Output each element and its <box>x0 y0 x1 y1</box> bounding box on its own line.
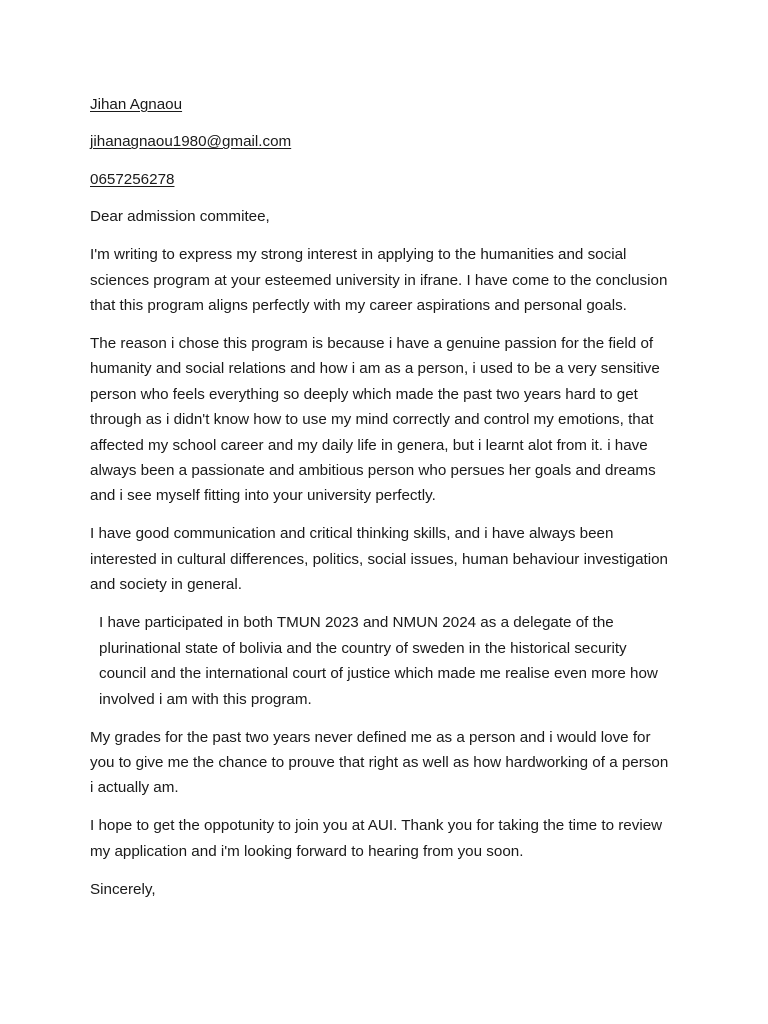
sender-email-link[interactable]: jihanagnaou1980@gmail.com <box>90 133 292 151</box>
sender-phone-line <box>90 167 675 192</box>
letter-body <box>90 92 675 915</box>
sender-phone: 0657256278 <box>90 170 175 188</box>
closing-sign-off: Sincerely, <box>90 880 156 898</box>
sender-name-line <box>90 92 675 117</box>
sender-email-line <box>90 129 675 154</box>
sender-name: Jihan Agnaou <box>90 96 183 113</box>
paragraph-reason: The reason i chose this program is because i have a genuine passion for the field of humanity and social relations and how i am as a person, i used to be a very sensitive person who feels everything so deeply which made the past two years hard to get through as i didn't know how to use my mind correctly and control my emotions, that affected my school career and my daily life in genera, but i learnt alot from it. i have always been a passionate and ambitious person who persues her goals and dreams and i see myself fitting into your university perfectly. <box>90 335 660 505</box>
paragraph-grades: My grades for the past two years never defined me as a person and i would love for you to give me the chance to prouve that right as well as how hardworking of a person i actually am. <box>90 728 669 797</box>
paragraph-closing-remarks: I hope to get the oppotunity to join you at AUI. Thank you for taking the time to review my application and i'm looking forward to hearing from you soon. <box>90 817 663 860</box>
paragraph-skills: I have good communication and critical thinking skills, and i have always been interested in cultural differences, politics, social issues, human behaviour investigation and society in general. <box>90 525 668 594</box>
paragraph-experience: I have participated in both TMUN 2023 and NMUN 2024 as a delegate of the plurinational state of bolivia and the country of sweden in the historical security council and the international court of justice which made me realise even more how involved i am with this program. <box>99 614 658 708</box>
paragraph-intro: I'm writing to express my strong interest in applying to the humanities and social sciences program at your esteemed university in ifrane. I have come to the conclusion that this program aligns perfectly with my career aspirations and personal goals. <box>90 246 668 315</box>
salutation: Dear admission commitee, <box>90 208 270 226</box>
